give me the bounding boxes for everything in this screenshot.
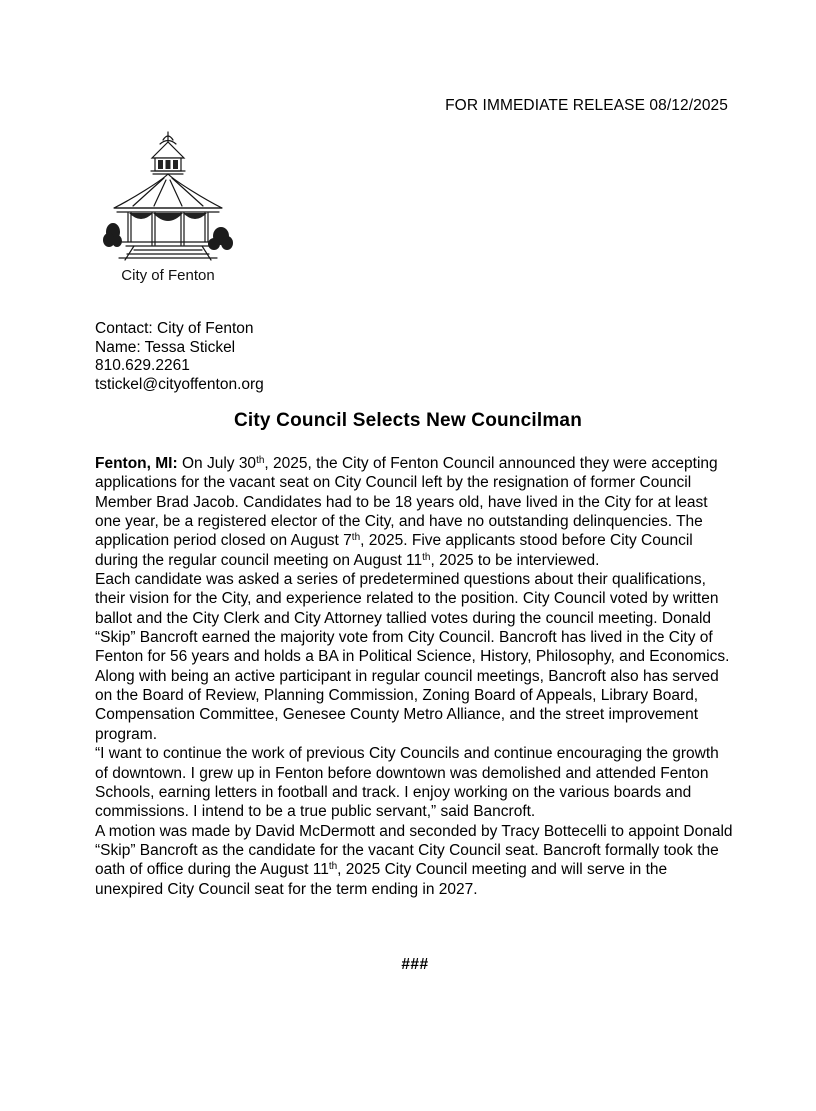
contact-name: Name: Tessa Stickel [95,338,236,356]
gazebo-icon [100,129,236,263]
body-paragraph-2: Each candidate was asked a series of predetermined questions about their qualifications, their vision for the City, and experience related to the position. City Council voted by written ballot and the City Clerk and City Attorney tallied votes during the council meeting. Donald “Skip” Bancroft earned the majority vote from City Council. Bancroft has lived in the City of Fenton for 56 years and holds a BA in Political Science, History, Philosophy, and Economics. Along with being an active participant in regular council meetings, Bancroft also has served on the Board of Review, Planning Commission, Zoning Board of Appeals, Library Board, Compensation Committee, Genesee County Metro Alliance, and the street improvement program. [95,571,730,743]
contact-phone: 810.629.2261 [95,357,190,375]
contact-block [95,320,264,394]
body-text [95,454,735,899]
release-line: FOR IMMEDIATE RELEASE 08/12/2025 [445,97,728,114]
body-paragraph-4: A motion was made by David McDermott and seconded by Tracy Bottecelli to appoint Donald “Skip” Bancroft as the candidate for the vacant City Council seat. Bancroft formally took the oath of office during the August 11th, 2025 City Council meeting and will serve in the unexpired City Council seat for the term ending in 2027. [95,822,733,898]
city-of-fenton-logo [100,129,236,284]
body-paragraph-3: “I want to continue the work of previous City Councils and continue encouraging the growth of downtown. I grew up in Fenton before downtown was demolished and attended Fenton Schools, earning letters in football and track. I enjoy working on the various boards and commissions. I intend to be a true public servant,” said Bancroft. [95,745,719,821]
contact-organization: Contact: City of Fenton [95,320,254,337]
logo-caption: City of Fenton [121,267,215,284]
contact-email: tstickel@cityoffenton.org [95,375,264,393]
end-mark: ### [401,956,429,973]
headline: City Council Selects New Councilman [233,410,583,431]
body-paragraph-1: Fenton, MI: On July 30th, 2025, the City of Fenton Council announced they were accepting applications for the vacant seat on City Council left by the resignation of former Council Member Brad Jacob. Candidates had to be 18 years old, have lived in the City for at least one year, be a registered elector of the City, and have no outstanding delinquencies. The application period closed on August 7th, 2025. Five applicants stood before City Council during the regular council meeting on August 11th, 2025 to be interviewed. [95,455,718,569]
